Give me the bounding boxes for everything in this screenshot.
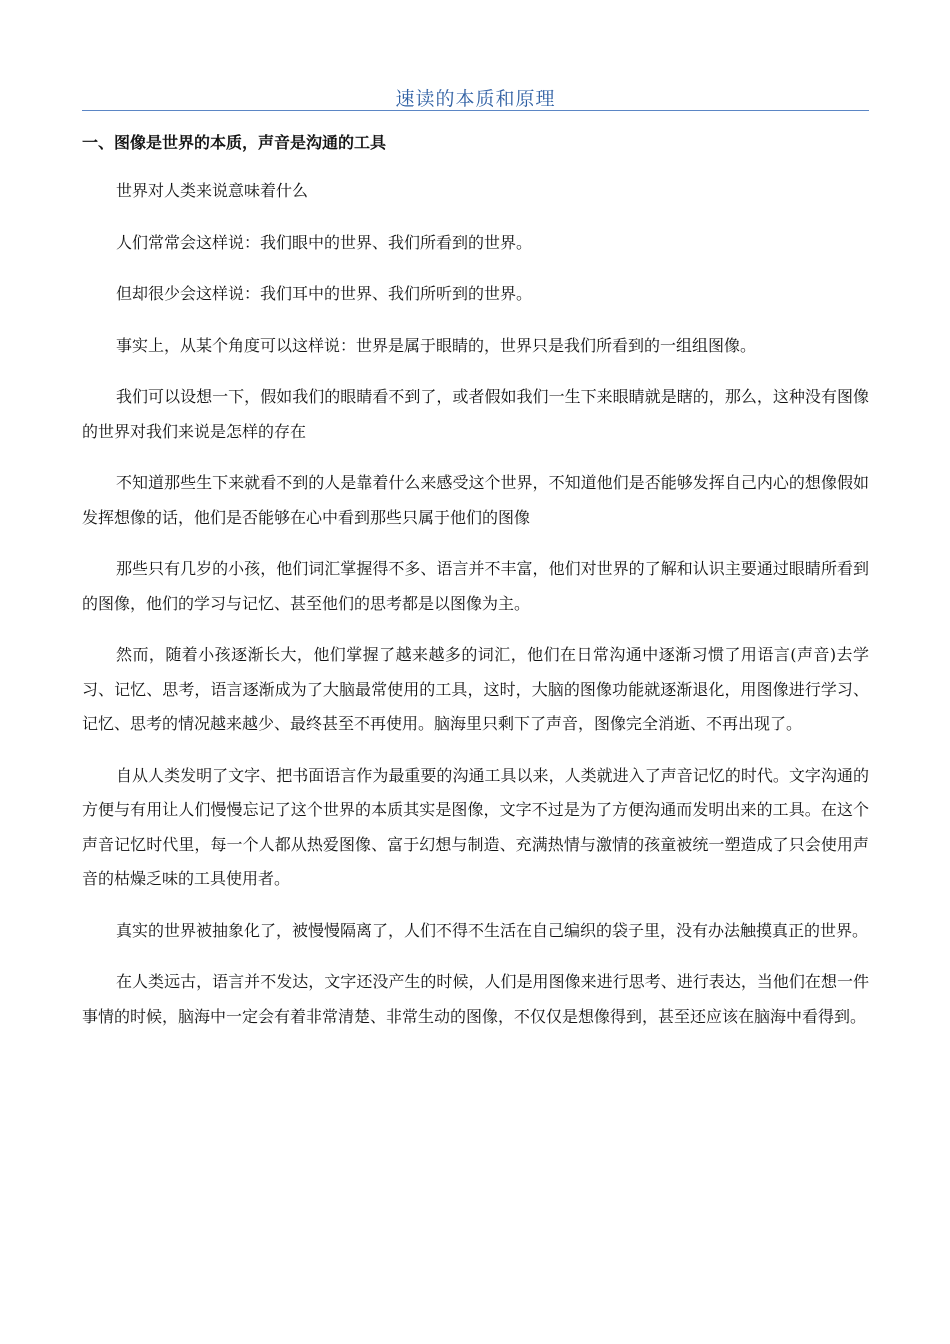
- paragraph: 世界对人类来说意味着什么: [116, 181, 309, 200]
- section-heading: 一、图像是世界的本质，声音是沟通的工具: [82, 133, 387, 152]
- paragraph: 人们常常会这样说：我们眼中的世界、我们所看到的世界。: [116, 232, 533, 252]
- paragraph: 我们可以设想一下，假如我们的眼睛看不到了，或者假如我们一生下来眼睛就是瞎的，那么，这种没有图像的世界对我们来说是怎样的存在: [82, 387, 869, 441]
- document-body: [82, 174, 869, 1051]
- title-divider: [82, 110, 869, 111]
- paragraph: 真实的世界被抽象化了，被慢慢隔离了，人们不得不生活在自己编织的袋子里，没有办法触摸真正的世界。: [116, 920, 869, 940]
- paragraph: 自从人类发明了文字、把书面语言作为最重要的沟通工具以来，人类就进入了声音记忆的时代。文字沟通的方便与有用让人们慢慢忘记了这个世界的本质其实是图像，文字不过是为了方便沟通而发明出来的工具。在这个声音记忆时代里，每一个人都从热爱图像、富于幻想与制造、充满热情与激情的孩童被统一塑造成了只会使用声音的枯燥乏味的工具使用者。: [82, 765, 869, 888]
- paragraph: 那些只有几岁的小孩，他们词汇掌握得不多、语言并不丰富，他们对世界的了解和认识主要通过眼睛所看到的图像，他们的学习与记忆、甚至他们的思考都是以图像为主。: [82, 559, 869, 613]
- paragraph: 在人类远古，语言并不发达，文字还没产生的时候，人们是用图像来进行思考、进行表达，当他们在想一件事情的时候，脑海中一定会有着非常清楚、非常生动的图像，不仅仅是想像得到，甚至还应该在脑海中看得到。: [82, 972, 869, 1026]
- paragraph: 然而，随着小孩逐渐长大，他们掌握了越来越多的词汇，他们在日常沟通中逐渐习惯了用语言(声音)去学习、记忆、思考，语言逐渐成为了大脑最常使用的工具，这时，大脑的图像功能就逐渐退化，用图像进行学习、记忆、思考的情况越来越少、最终甚至不再使用。脑海里只剩下了声音，图像完全消逝、不再出现了。: [82, 645, 869, 733]
- paragraph: 不知道那些生下来就看不到的人是靠着什么来感受这个世界，不知道他们是否能够发挥自己内心的想像假如发挥想像的话，他们是否能够在心中看到那些只属于他们的图像: [82, 473, 869, 527]
- paragraph: 但却很少会这样说：我们耳中的世界、我们所听到的世界。: [116, 284, 533, 303]
- paragraph: 事实上，从某个角度可以这样说：世界是属于眼睛的，世界只是我们所看到的一组组图像。: [116, 335, 757, 355]
- document-title: 速读的本质和原理: [395, 88, 556, 110]
